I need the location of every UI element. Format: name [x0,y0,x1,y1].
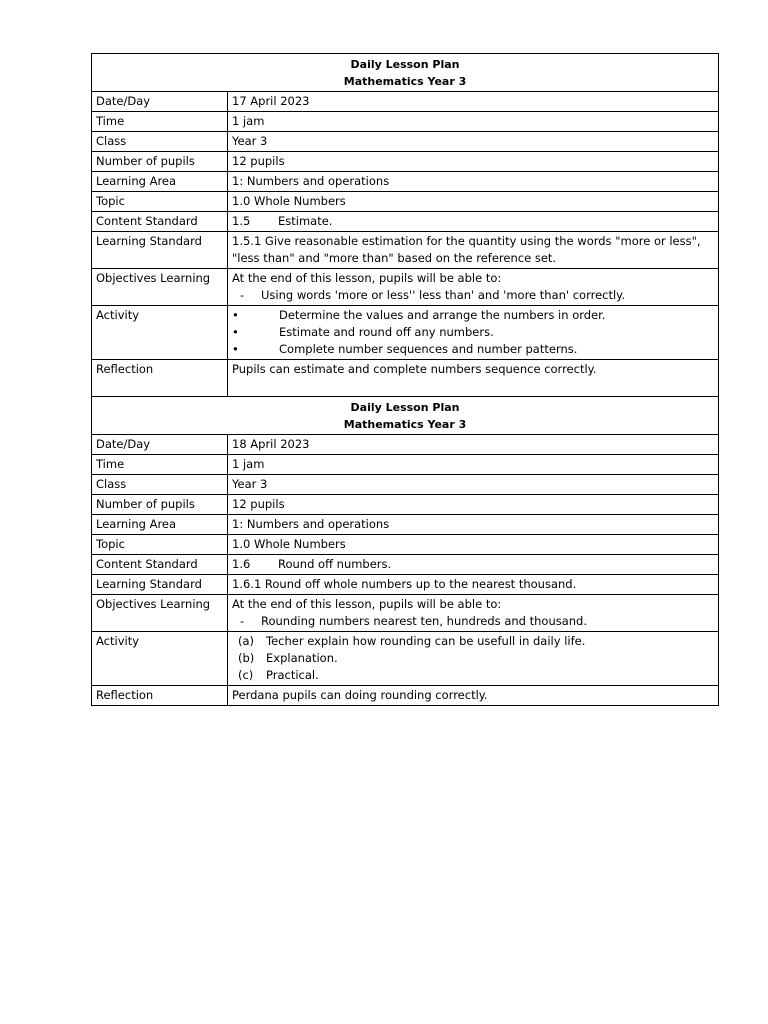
plan2-date-value: 18 April 2023 [228,435,719,455]
plan1-content-text: Estimate. [278,214,333,228]
plan2-activity-label: Activity [92,632,228,686]
plan1-learning-row [92,232,719,269]
plan2-class-value: Year 3 [228,475,719,495]
plan1-learning-label: Learning Standard [92,232,228,269]
alpha-marker: (b) [238,651,255,665]
plan1-content-value [228,212,719,232]
plan1-title: Daily Lesson Plan [350,58,460,71]
plan1-learning-line-2: "less than" and "more than" based on the reference set. [232,251,557,265]
plan1-time-value: 1 jam [228,112,719,132]
bullet-marker: • [232,308,239,322]
plan2-activity-value [228,632,719,686]
plan2-area-value: 1: Numbers and operations [228,515,719,535]
plan1-activity-row [92,306,719,360]
plan2-header-row [92,397,719,435]
plan1-activity-item [232,324,714,341]
plan1-reflection-label: Reflection [92,360,228,397]
plan2-reflection-value: Perdana pupils can doing rounding correctly. [228,686,719,706]
plan2-content-text: Round off numbers. [278,557,392,571]
plan1-pupils-row [92,152,719,172]
plan2-activity-item-text: Explanation. [266,651,338,665]
plan1-reflection-value: Pupils can estimate and complete numbers sequence correctly. [228,360,719,397]
dash-marker: - [240,614,245,628]
dash-marker: - [240,288,245,302]
plan2-pupils-value: 12 pupils [228,495,719,515]
plan2-date-label: Date/Day [92,435,228,455]
plan2-area-row [92,515,719,535]
plan1-date-row [92,92,719,112]
lesson-plan-table [91,53,719,706]
plan2-topic-value: 1.0 Whole Numbers [228,535,719,555]
plan2-area-label: Learning Area [92,515,228,535]
lesson-plan-document [91,53,718,706]
plan2-content-row [92,555,719,575]
plan1-topic-row [92,192,719,212]
plan1-content-number: 1.5 [232,214,251,228]
plan1-subtitle: Mathematics Year 3 [343,75,467,88]
plan1-header [92,54,719,92]
plan1-header-row [92,54,719,92]
plan2-class-label: Class [92,475,228,495]
plan1-objectives-intro: At the end of this lesson, pupils will be able to: [232,271,502,285]
plan2-objectives-row [92,595,719,632]
plan1-date-value: 17 April 2023 [228,92,719,112]
plan2-objectives-item [232,613,714,630]
plan1-activity-item [232,341,714,358]
plan1-area-row [92,172,719,192]
plan2-class-row [92,475,719,495]
plan1-class-row [92,132,719,152]
plan2-reflection-row [92,686,719,706]
plan1-class-label: Class [92,132,228,152]
plan1-pupils-label: Number of pupils [92,152,228,172]
plan2-learning-label: Learning Standard [92,575,228,595]
plan2-date-row [92,435,719,455]
plan2-learning-row [92,575,719,595]
plan1-activity-label: Activity [92,306,228,360]
plan1-objectives-item [232,287,714,304]
bullet-marker: • [232,325,239,339]
plan1-topic-label: Topic [92,192,228,212]
plan1-objectives-item-text: Using words 'more or less'' less than' and 'more than' correctly. [261,288,626,302]
plan2-topic-row [92,535,719,555]
plan1-area-value: 1: Numbers and operations [228,172,719,192]
plan2-subtitle: Mathematics Year 3 [343,418,467,431]
plan1-objectives-value [228,269,719,306]
plan1-topic-value: 1.0 Whole Numbers [228,192,719,212]
plan2-learning-value: 1.6.1 Round off whole numbers up to the nearest thousand. [228,575,719,595]
plan1-time-row [92,112,719,132]
plan1-reflection-row [92,360,719,397]
plan2-header [92,397,719,435]
plan1-objectives-row [92,269,719,306]
plan1-pupils-value: 12 pupils [228,152,719,172]
plan2-activity-row [92,632,719,686]
plan1-activity-item-text: Estimate and round off any numbers. [279,325,494,339]
plan2-activity-item [232,667,714,684]
plan1-learning-value [228,232,719,269]
plan1-class-value: Year 3 [228,132,719,152]
plan2-activity-item-text: Techer explain how rounding can be usefull in daily life. [266,634,586,648]
plan2-objectives-value [228,595,719,632]
plan2-reflection-label: Reflection [92,686,228,706]
plan2-objectives-intro: At the end of this lesson, pupils will be able to: [232,597,502,611]
plan1-objectives-label: Objectives Learning [92,269,228,306]
plan1-content-label: Content Standard [92,212,228,232]
plan2-pupils-row [92,495,719,515]
plan2-activity-item [232,633,714,650]
alpha-marker: (c) [238,668,254,682]
bullet-marker: • [232,342,239,356]
plan2-title: Daily Lesson Plan [350,401,460,414]
plan2-objectives-label: Objectives Learning [92,595,228,632]
plan2-objectives-item-text: Rounding numbers nearest ten, hundreds and thousand. [261,614,588,628]
plan1-date-label: Date/Day [92,92,228,112]
plan2-activity-item-text: Practical. [266,668,319,682]
plan1-learning-line-1: 1.5.1 Give reasonable estimation for the quantity using the words "more or less", [232,234,701,248]
plan2-content-label: Content Standard [92,555,228,575]
plan1-content-row [92,212,719,232]
alpha-marker: (a) [238,634,255,648]
plan1-activity-value [228,306,719,360]
plan2-time-value: 1 jam [228,455,719,475]
plan1-area-label: Learning Area [92,172,228,192]
plan2-time-row [92,455,719,475]
plan2-activity-item [232,650,714,667]
plan1-activity-item-text: Determine the values and arrange the numbers in order. [279,308,606,322]
plan1-activity-item [232,307,714,324]
plan2-content-value [228,555,719,575]
plan1-activity-item-text: Complete number sequences and number patterns. [279,342,578,356]
plan2-topic-label: Topic [92,535,228,555]
plan2-content-number: 1.6 [232,557,251,571]
plan2-pupils-label: Number of pupils [92,495,228,515]
plan1-time-label: Time [92,112,228,132]
plan2-time-label: Time [92,455,228,475]
